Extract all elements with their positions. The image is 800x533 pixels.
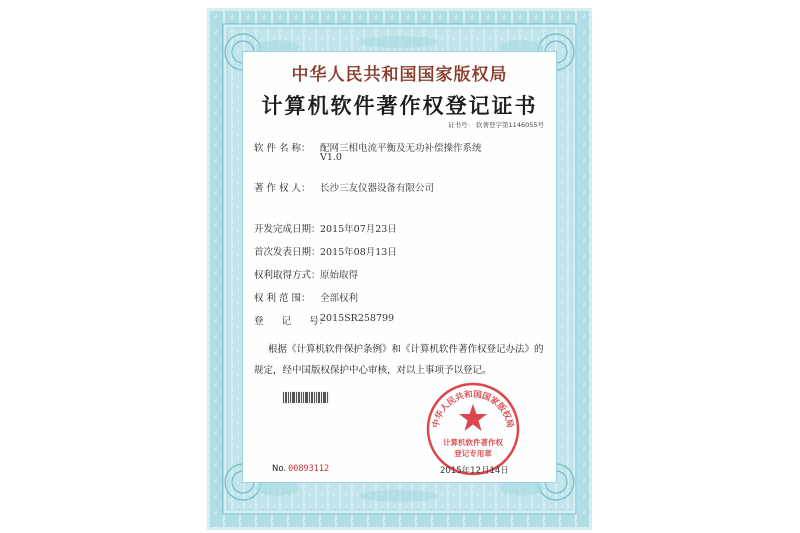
acquisition-value: 原始取得 xyxy=(320,270,359,281)
publish-date-value: 2015年08月13日 xyxy=(320,247,397,258)
software-version: V1.0 xyxy=(320,152,342,163)
publish-date-label: 首次发表日期： xyxy=(254,247,321,258)
serial-number-label: No. xyxy=(272,464,287,474)
software-name-value: 配网三相电流平衡及无功补偿操作系统 xyxy=(320,143,482,154)
acquisition-label: 权利取得方式： xyxy=(254,270,321,281)
software-name-label: 软 件 名 称： xyxy=(254,143,311,154)
copyright-owner-value: 长沙三友仪器设备有限公司 xyxy=(320,183,435,194)
certificate-number: 证书号： 软著登字第1146055号 xyxy=(447,121,544,129)
issue-date: 2015年12月14日 xyxy=(440,466,509,476)
copyright-owner-label: 著 作 权 人： xyxy=(254,183,311,194)
barcode-image xyxy=(282,391,330,404)
registration-number-row xyxy=(254,313,394,327)
registration-number-value: 2015SR258799 xyxy=(320,313,395,324)
serial-number xyxy=(272,464,329,474)
certificate-title: 计算机软件著作权登记证书 xyxy=(261,94,538,118)
completion-date-value: 2015年07月23日 xyxy=(320,224,397,235)
seal-star-icon xyxy=(459,404,487,431)
acquisition-row xyxy=(254,267,358,281)
copyright-owner-row xyxy=(254,180,434,194)
seal-inner-line-2: 登记专用章 xyxy=(454,449,492,458)
scope-value: 全部权利 xyxy=(320,293,359,304)
publish-date-row xyxy=(254,244,397,258)
issuing-authority: 中华人民共和国国家版权局 xyxy=(291,65,508,85)
serial-number-value: 00893112 xyxy=(288,464,330,474)
seal-inner-line-1: 计算机软件著作权 xyxy=(443,438,503,447)
seal-outer-text: 中华人民共和国国家版权局 xyxy=(431,389,515,429)
software-name-row xyxy=(254,140,482,163)
scope-label: 权 利 范 围： xyxy=(254,293,311,304)
registration-number-label: 登 记 号： xyxy=(254,316,329,327)
statement-line-1: 根据《计算机软件保护条例》和《计算机软件著作权登记办法》的 xyxy=(268,344,544,355)
scope-row xyxy=(254,290,358,304)
statement-line-2: 规定，经中国版权保护中心审核，对以上事项予以登记。 xyxy=(254,365,492,376)
completion-date-row xyxy=(254,221,397,235)
completion-date-label: 开发完成日期： xyxy=(254,224,321,235)
